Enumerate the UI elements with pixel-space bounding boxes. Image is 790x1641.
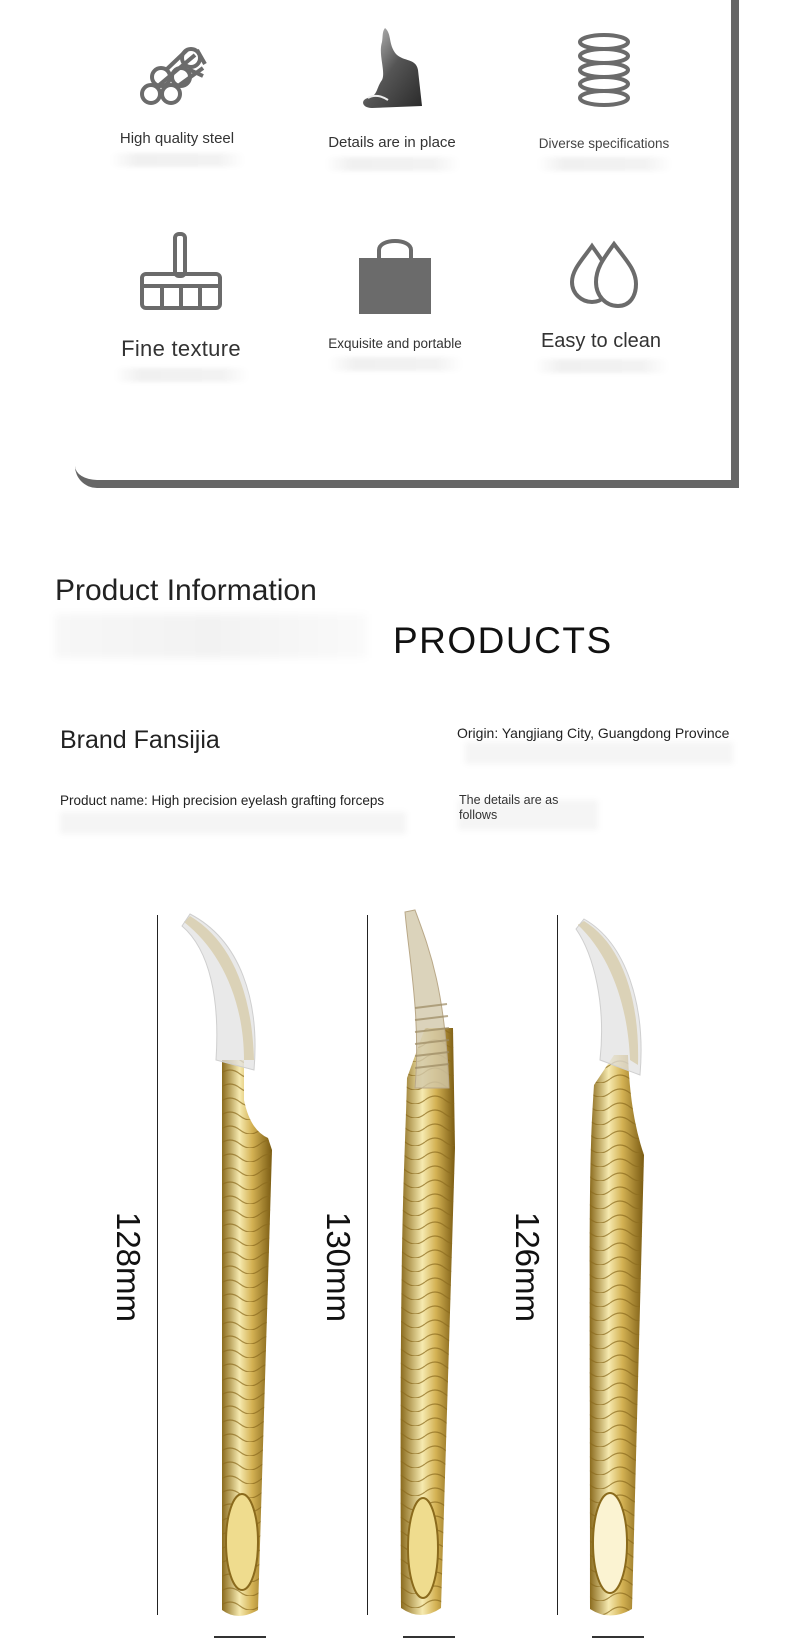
tweezer-image-1 xyxy=(180,910,290,1622)
product-information-title: Product Information xyxy=(55,574,317,607)
base-line-2 xyxy=(403,1636,455,1638)
bag-icon xyxy=(355,232,435,316)
spring-coil-icon xyxy=(569,28,639,108)
label-reflection xyxy=(114,368,249,382)
label-reflection xyxy=(110,153,245,167)
feature-easy-to-clean xyxy=(506,240,696,373)
water-drops-icon xyxy=(564,240,638,310)
length-label-3: 126mm xyxy=(509,1211,546,1323)
length-label-2: 130mm xyxy=(320,1211,357,1323)
title-reflection xyxy=(55,614,367,658)
dimension-line-2 xyxy=(367,915,368,1615)
details-text: The details are as follows xyxy=(459,793,559,822)
origin-reflection xyxy=(465,742,733,764)
feature-label: Easy to clean xyxy=(540,330,662,352)
feature-diverse-specifications xyxy=(509,28,699,171)
label-reflection xyxy=(534,359,669,373)
dimension-line-3 xyxy=(557,915,558,1615)
feature-details-in-place xyxy=(297,24,487,171)
tweezer-image-3 xyxy=(570,915,680,1622)
products-heading: PRODUCTS xyxy=(393,620,613,661)
origin-text: Origin: Yangjiang City, Guangdong Province xyxy=(457,725,730,741)
tweezer-image-2 xyxy=(385,908,485,1622)
feature-label: Exquisite and portable xyxy=(328,336,462,351)
feature-label: Details are in place xyxy=(328,134,456,151)
feature-high-quality-steel xyxy=(82,28,272,167)
feature-fine-texture xyxy=(86,232,276,382)
feature-label: Fine texture xyxy=(121,336,241,361)
label-reflection xyxy=(537,157,672,171)
feature-exquisite-portable xyxy=(300,232,490,371)
product-name-reflection xyxy=(60,812,406,834)
brush-comb-icon xyxy=(136,232,226,314)
label-reflection xyxy=(325,157,460,171)
base-line-3 xyxy=(592,1636,644,1638)
feature-label: High quality steel xyxy=(119,130,235,147)
product-name-text: Product name: High precision eyelash grafting forceps xyxy=(60,793,385,808)
length-label-1: 128mm xyxy=(110,1211,147,1323)
detail-sculpture-icon xyxy=(352,24,432,112)
feature-label: Diverse specifications xyxy=(538,136,670,151)
label-reflection xyxy=(328,357,463,371)
brand-text: Brand Fansijia xyxy=(60,726,220,754)
base-line-1 xyxy=(214,1636,266,1638)
dimension-line-1 xyxy=(157,915,158,1615)
steel-rods-icon xyxy=(137,28,217,108)
